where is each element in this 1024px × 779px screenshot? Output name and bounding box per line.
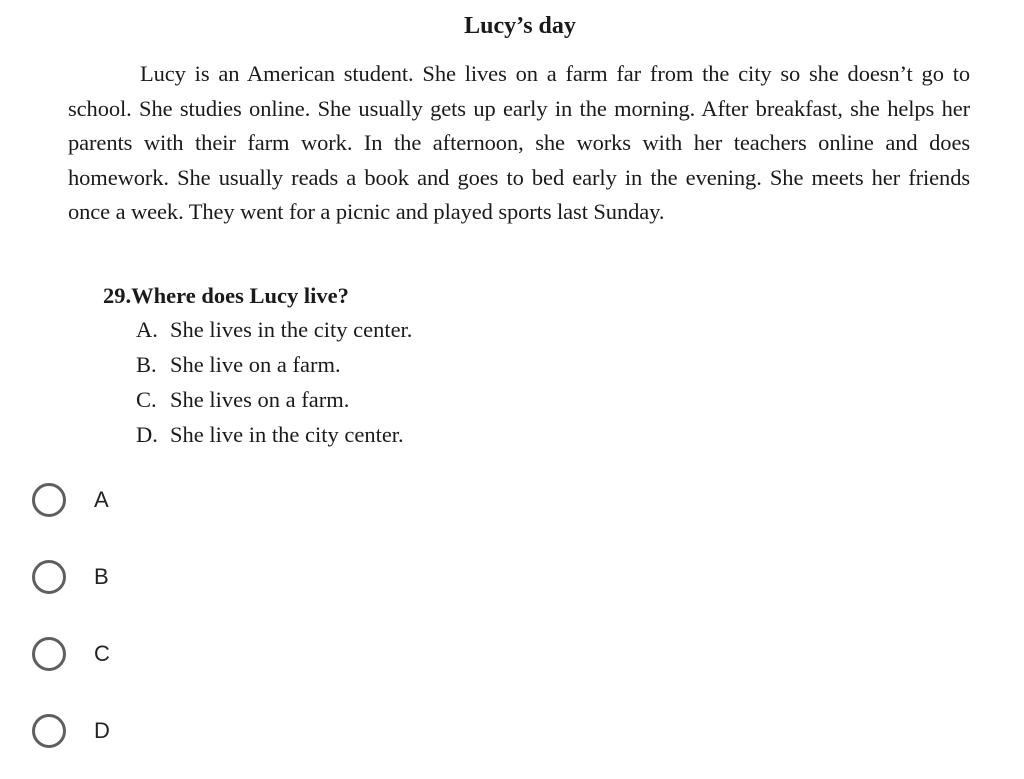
choice-text: She lives in the city center. bbox=[170, 317, 413, 342]
choice-d bbox=[136, 419, 404, 451]
question-text: 29.Where does Lucy live? bbox=[103, 283, 349, 308]
choice-letter: C. bbox=[136, 387, 157, 412]
answer-option-label: C bbox=[94, 641, 110, 666]
passage-title: Lucy’s day bbox=[464, 13, 576, 39]
choice-c bbox=[136, 384, 349, 416]
answer-option-label: A bbox=[94, 487, 109, 512]
answer-option-label: B bbox=[94, 564, 109, 589]
choice-b bbox=[136, 349, 341, 381]
passage-paragraph: Lucy is an American student. She lives on a farm far from the city so she doesn’t go to school. She studies online. She usually gets up early in the morning. After breakfast, she helps her parents with their farm work. In the afternoon, she works with her teachers online and does homework. She usually reads a book and goes to bed early in the evening. She meets her friends once a week. They went for a picnic and played sports last Sunday. bbox=[68, 61, 970, 225]
radio-button-a[interactable] bbox=[32, 483, 66, 517]
choice-text: She live in the city center. bbox=[170, 422, 404, 447]
choice-text: She lives on a farm. bbox=[170, 387, 350, 412]
answer-option-c[interactable] bbox=[32, 632, 232, 676]
answer-option-b[interactable] bbox=[32, 555, 232, 599]
choice-text: She live on a farm. bbox=[170, 352, 341, 377]
radio-button-b[interactable] bbox=[32, 560, 66, 594]
radio-button-d[interactable] bbox=[32, 714, 66, 748]
radio-button-c[interactable] bbox=[32, 637, 66, 671]
choice-letter: B. bbox=[136, 352, 157, 377]
answer-option-d[interactable] bbox=[32, 709, 232, 753]
choice-letter: D. bbox=[136, 422, 158, 447]
choice-letter: A. bbox=[136, 317, 158, 342]
answer-option-label: D bbox=[94, 718, 110, 743]
answer-option-a[interactable] bbox=[32, 478, 232, 522]
choice-a bbox=[136, 314, 412, 346]
